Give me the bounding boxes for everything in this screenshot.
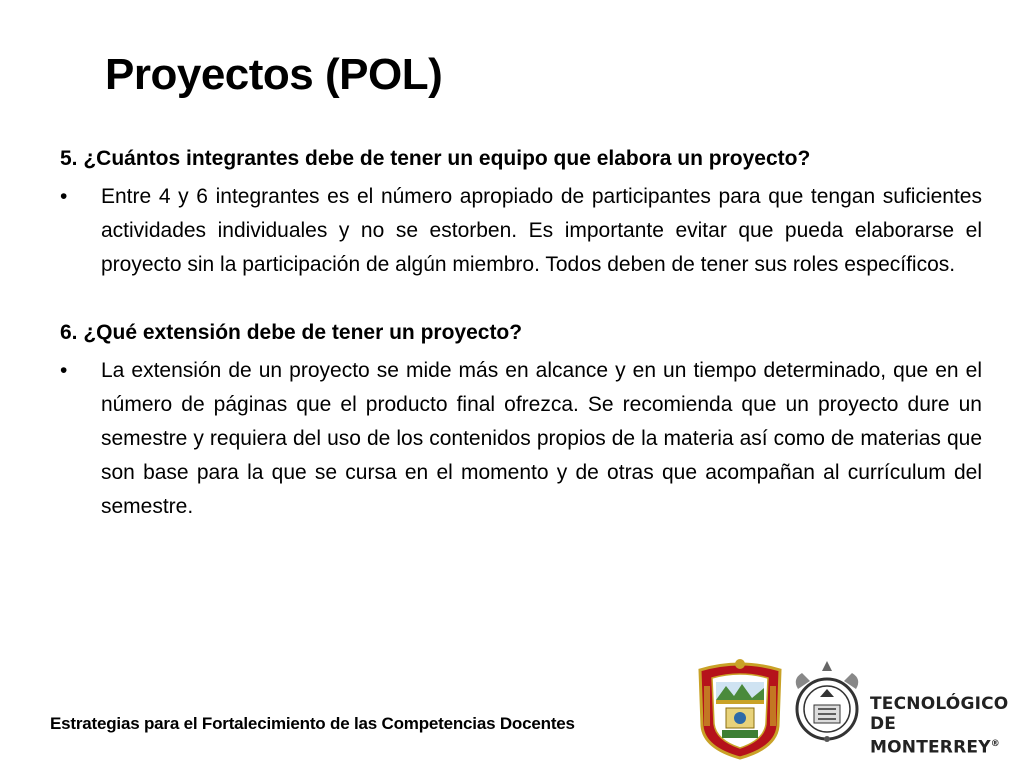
slide-body (60, 142, 982, 524)
tec-wordmark-line2 (870, 714, 1024, 758)
answer-5-text: Entre 4 y 6 integrantes es el número apropiado de participantes para que tengan suficientes actividades individuales y no se estorben. Es importante evitar que pueda elaborarse el proyecto sin la participación de algún miembro. Todos deben de tener sus roles específicos. (101, 185, 982, 276)
estado-de-mexico-seal-icon (692, 656, 788, 760)
registered-mark: ® (990, 739, 1000, 749)
question-5: 5. ¿Cuántos integrantes debe de tener un equipo que elabora un proyecto? (60, 147, 811, 170)
question-6: 6. ¿Qué extensión debe de tener un proyecto? (60, 321, 523, 344)
footer-text: Estrategias para el Fortalecimiento de las Competencias Docentes (50, 714, 575, 733)
answer-6-bullet (60, 354, 982, 524)
bullet-marker: • (60, 359, 68, 382)
tec-de-monterrey-emblem-icon (792, 659, 862, 743)
tec-wordmark-line1: TECNOLÓGICO (870, 694, 1009, 714)
answer-5-bullet (60, 180, 982, 282)
answer-6-text: La extensión de un proyecto se mide más en alcance y en un tiempo determinado, que en el número de páginas que el producto final ofrezca. Se recomienda que un proyecto dure un semestre y requiera del uso de los contenidos propios de la materia así como de materias que son base para la que se cursa en el momento y de otras que acompañan al currículum del semestre. (101, 359, 982, 518)
tec-de-monterrey-wordmark (870, 694, 1024, 758)
slide-title: Proyectos (POL) (105, 50, 443, 99)
bullet-marker: • (60, 185, 68, 208)
tec-wordmark-line2-text: DE MONTERREY (870, 714, 991, 758)
